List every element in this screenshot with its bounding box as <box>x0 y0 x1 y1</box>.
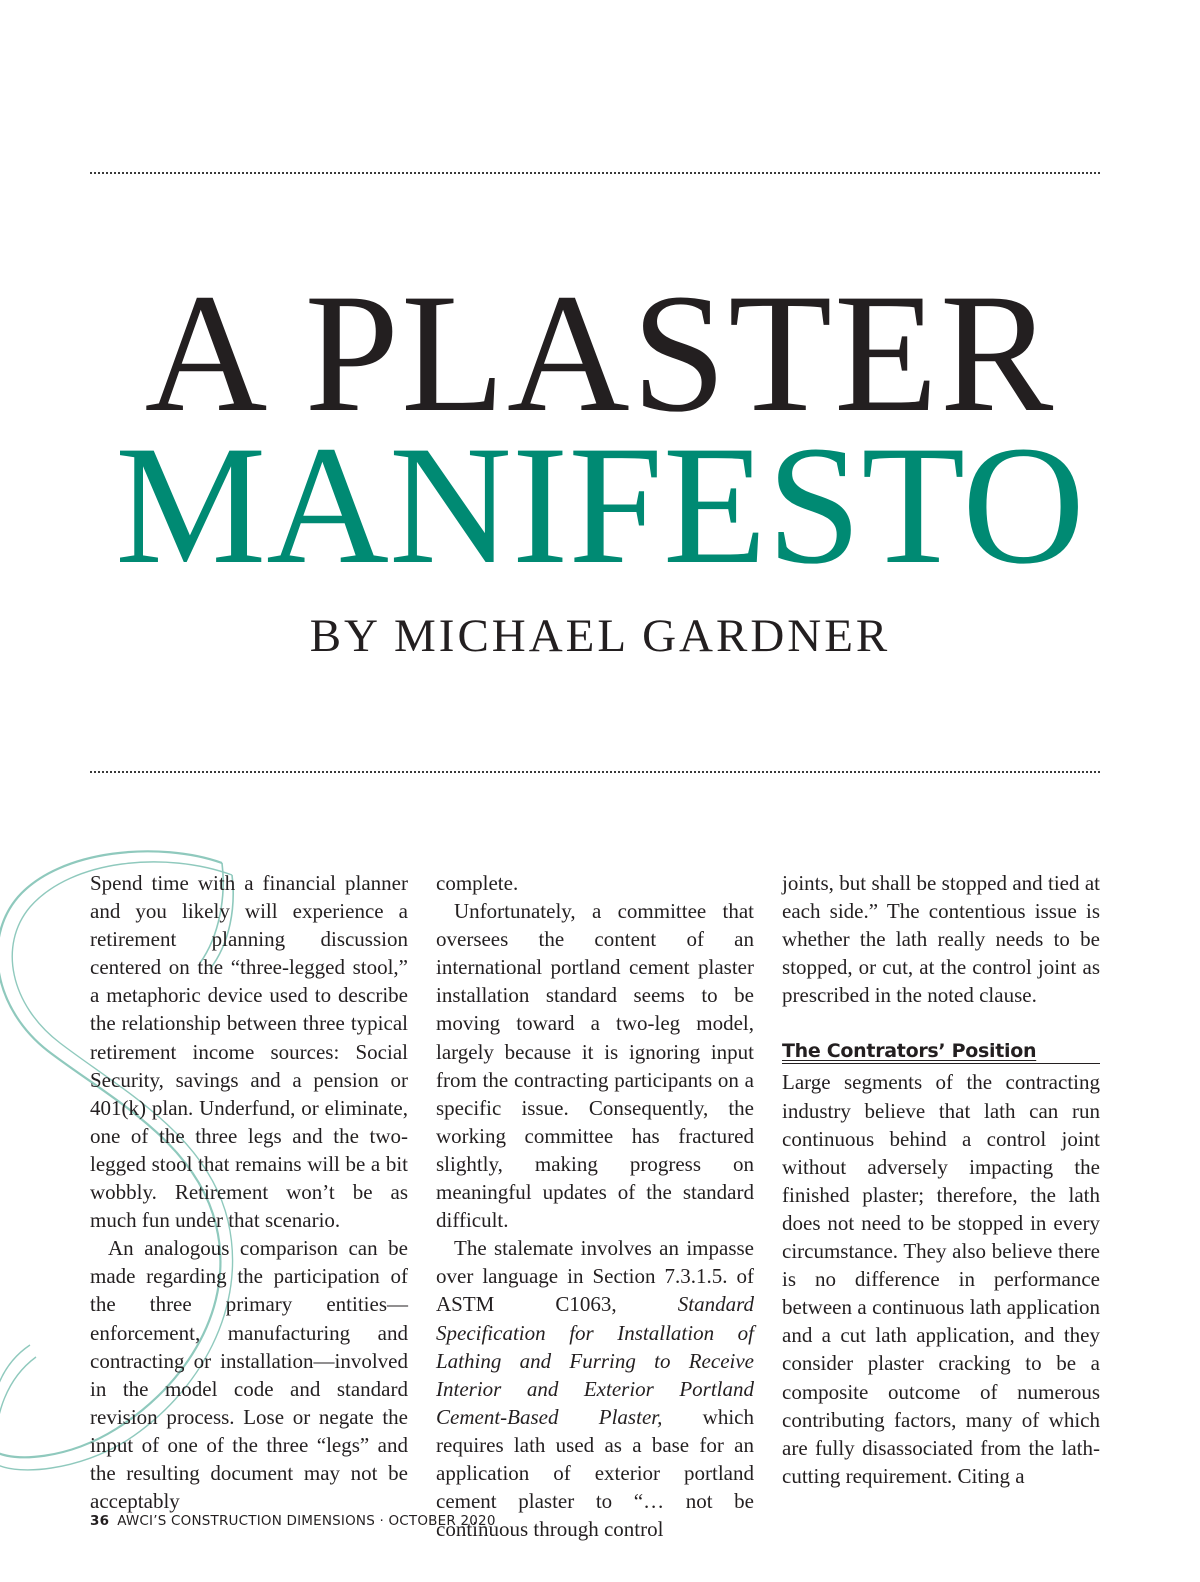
paragraph: Large segments of the contracting industry believe that lath can run continuous behind a control joint without adversely impacting the finished plaster; therefore, the lath does not need to be stopped in every circumstance. They also believe there is no difference in performance between a continuous lath application and a cut lath application, and they consider plaster cracking to be a composite outcome of numerous contributing factors, many of which are fully disassociated from the lath-cutting requirement. Citing a <box>782 1070 1100 1488</box>
body-column-3 <box>782 869 1100 1490</box>
body-column-2 <box>436 869 754 1543</box>
paragraph: Unfortunately, a committee that oversees the content of an international portland cement plaster installation standard seems to be moving toward a two-leg model, largely because it is ignoring input from the contracting participants on a specific issue. Consequently, the working committee has fractured slightly, making progress on meaningful updates of the standard difficult. <box>436 899 754 1233</box>
author-byline: BY MICHAEL GARDNER <box>309 610 891 662</box>
subhead-text: The Contrators’ Position <box>782 1040 1037 1063</box>
paragraph: Spend time with a financial planner and you likely will experience a retirement planning discussion centered on the “three-legged stool,” a metaphoric device used to describe the relationship between three typical retirement income sources: Social Security, savings and a pension or 401(k) plan. Underfund, or eliminate, one of the three legs and the two-legged stool that remains will be a bit wobbly. Retirement won’t be as much fun under that scenario. <box>90 871 408 1233</box>
paragraph: complete. <box>436 871 519 895</box>
paragraph-text: The stalemate involves an impasse over language in Section 7.3.1.5. of ASTM C1063, <box>436 1236 754 1317</box>
top-dotted-rule <box>90 172 1100 174</box>
paragraph <box>436 1234 754 1543</box>
page-number: 36 <box>90 1513 110 1529</box>
paragraph: An analogous comparison can be made regarding the participation of the three primary entities—enforcement, manufacturing and contracting or installation—involved in the model code and standard revision process. Lose or negate the input of one of the three “legs” and the resulting document may not be acceptably <box>90 1236 408 1514</box>
paragraph: joints, but shall be stopped and tied at each side.” The contentious issue is whether the lath really needs to be stopped, or cut, at the control joint as prescribed in the noted clause. <box>782 871 1100 1008</box>
title-line-2: MANIFESTO <box>115 411 1085 599</box>
title-line-1: A PLASTER <box>144 259 1056 447</box>
bottom-dotted-rule <box>90 771 1100 773</box>
paragraph-text: which requires lath used as a base for an application of exterior portland cement plaster to “… not be continuous through control <box>436 1404 754 1542</box>
publication-info: AWCI’S CONSTRUCTION DIMENSIONS · OCTOBER 2020 <box>117 1513 496 1529</box>
section-subhead <box>782 1037 1100 1064</box>
standard-title-italic: Standard Specification for Installation of Lathing and Furring to Receive Interior and Exterior Portland Cement-Based Plaster, <box>436 1292 754 1429</box>
body-column-1 <box>90 869 408 1515</box>
